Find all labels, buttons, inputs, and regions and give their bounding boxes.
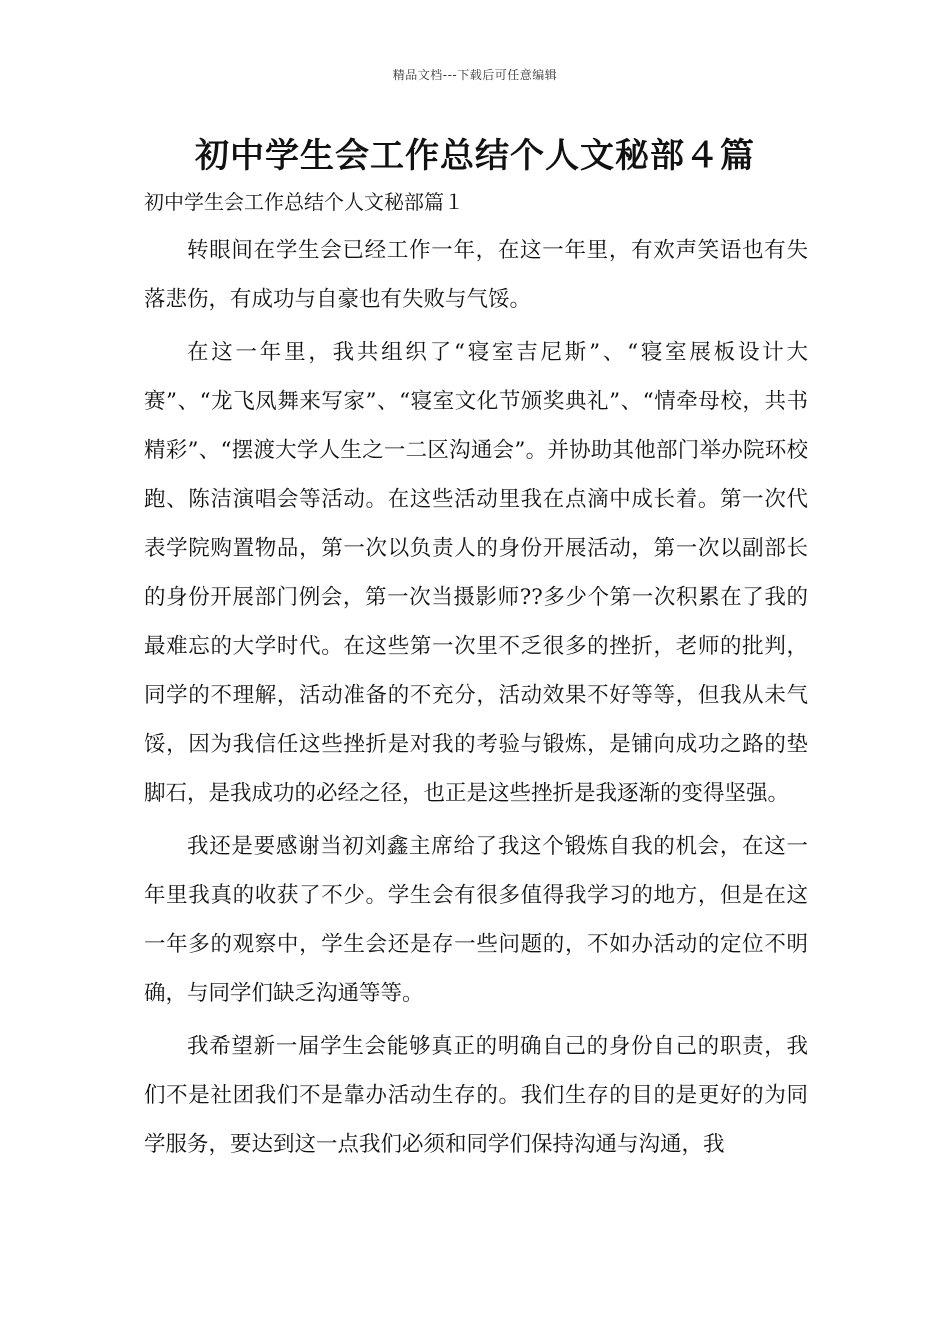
paragraph-2: 在这一年里，我共组织了“寝室吉尼斯”、“寝室展板设计大赛”、“龙飞凤舞来写家”、“寝室文化节颁奖典礼”、“情牵母校，共书精彩”、“摆渡大学人生之一二区沟通会”。并协助其他部门举办院环校跑、陈洁演唱会等活动。在这些活动里我在点滴中成长着。第一次代表学院购置物品，第一次以负责人的身份开展活动，第一次以副部长的身份开展部门例会，第一次当摄影师??多少个第一次积累在了我的最难忘的大学时代。在这些第一次里不乏很多的挫折，老师的批判，同学的不理解，活动准备的不充分，活动效果不好等等，但我从未气馁，因为我信任这些挫折是对我的考验与锻炼，是铺向成功之路的垫脚石，是我成功的必经之径，也正是这些挫折是我逐渐的变得坚强。 [144,340,808,806]
document-title: 初中学生会工作总结个人文秘部４篇 [195,136,755,176]
paragraph-3: 我还是要感谢当初刘鑫主席给了我这个锻炼自我的机会，在这一年里我真的收获了不少。学生会有很多值得我学习的地方，但是在这一年多的观察中，学生会还是存一些问题的，不如办活动的定位不明确，与同学们缺乏沟通等等。 [144,834,808,1006]
paragraph-4: 我希望新一届学生会能够真正的明确自己的身份自己的职责，我们不是社团我们不是靠办活动生存的。我们生存的目的是更好的为同学服务，要达到这一点我们必须和同学们保持沟通与沟通，我 [144,1034,808,1157]
section-subheading: 初中学生会工作总结个人文秘部篇１ [144,190,464,214]
header-note: 精品文档---下载后可任意编辑 [392,68,558,82]
paragraph-1: 转眼间在学生会已经工作一年，在这一年里，有欢声笑语也有失落悲伤，有成功与自豪也有失败与气馁。 [144,238,808,312]
body-content [144,226,808,1173]
